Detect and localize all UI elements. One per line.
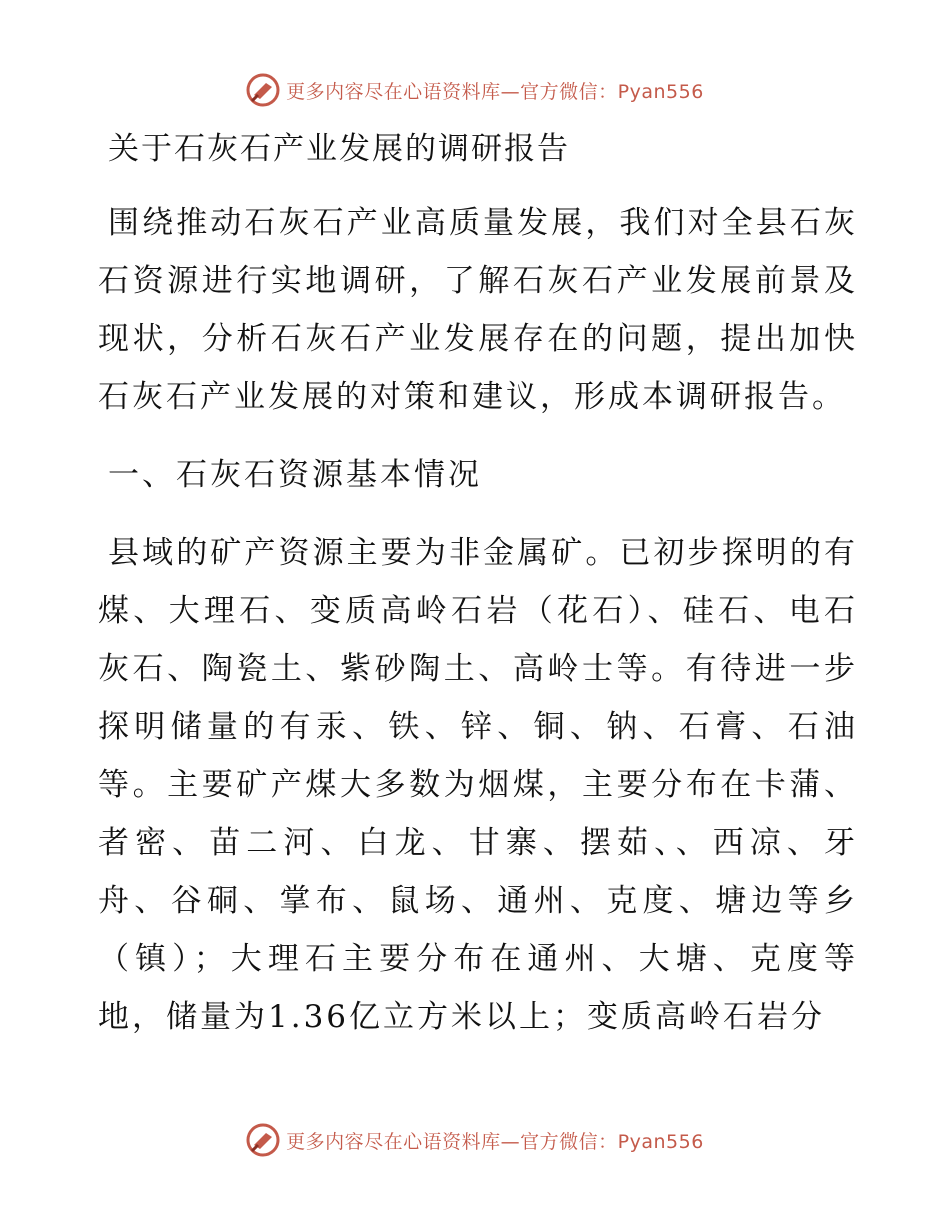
header-watermark-banner — [0, 70, 950, 110]
document-body — [98, 120, 858, 1066]
section-heading: 一、石灰石资源基本情况 — [108, 457, 482, 493]
watermark-text: 更多内容尽在心语资料库—官方微信：Pyan556 — [286, 80, 704, 103]
brand-logo-icon — [246, 1123, 280, 1157]
footer-watermark-banner — [0, 1120, 950, 1160]
watermark-text: 更多内容尽在心语资料库—官方微信：Pyan556 — [286, 1130, 704, 1153]
intro-paragraph: 围绕推动石灰石产业高质量发展，我们对全县石灰石资源进行实地调研，了解石灰石产业发展前景及现状，分析石灰石产业发展存在的问题，提出加快石灰石产业发展的对策和建议，形成本调研报告。 — [98, 205, 858, 415]
document-title: 关于石灰石产业发展的调研报告 — [108, 131, 570, 167]
section-paragraph: 县域的矿产资源主要为非金属矿。已初步探明的有煤、大理石、变质高岭石岩（花石）、硅石、电石灰石、陶瓷土、紫砂陶土、高岭士等。有待进一步探明储量的有汞、铁、锌、铜、钠、石膏、石油等。主要矿产煤大多数为烟煤，主要分布在卡蒲、者密、苗二河、白龙、甘寨、摆茹、、西凉、牙舟、谷硐、掌布、鼠场、通州、克度、塘边等乡（镇）；大理石主要分布在通州、大塘、克度等地，储量为1.36亿立方米以上；变质高岭石岩分 — [98, 535, 858, 1035]
brand-logo-icon — [246, 73, 280, 107]
